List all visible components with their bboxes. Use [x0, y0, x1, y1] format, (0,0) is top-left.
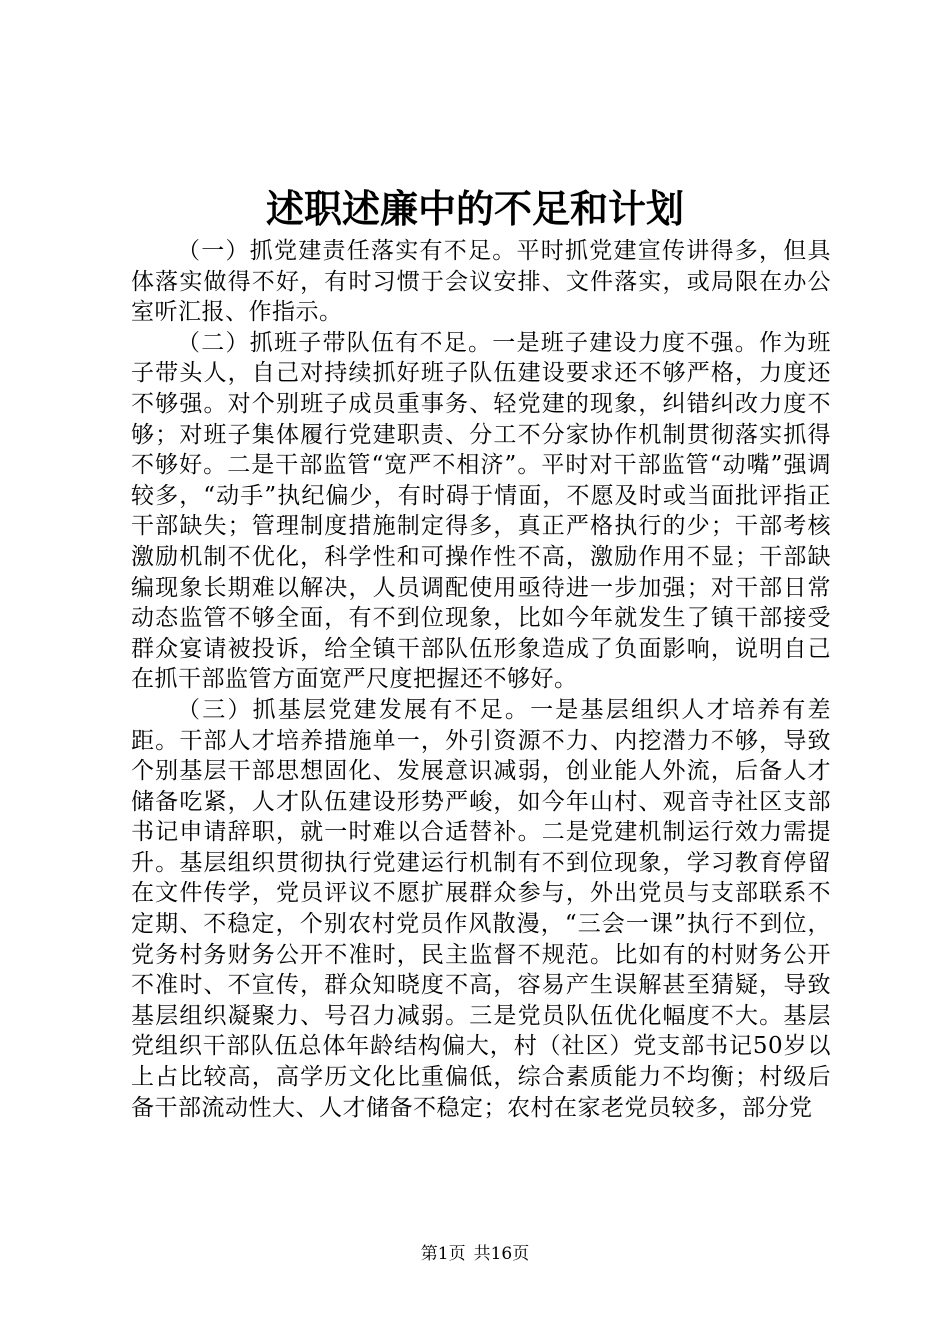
page-number: 第1页 — [420, 1244, 466, 1264]
page-footer — [0, 1243, 950, 1265]
document-body — [131, 236, 831, 1123]
total-pages: 共16页 — [473, 1244, 530, 1264]
paragraph-2: （二）抓班子带队伍有不足。一是班子建设力度不强。作为班子带头人，自己对持续抓好班子队伍建设要求还不够严格，力度还不够强。对个别班子成员重事务、轻党建的现象，纠错纠改力度不够；对班子集体履行党建职责、分工不分家协作机制贯彻落实抓得不够好。二是干部监管“宽严不相济”。平时对干部监管“动嘴”强调较多，“动手”执纪偏少，有时碍于情面，不愿及时或当面批评指正干部缺失；管理制度措施制定得多，真正严格执行的少；干部考核激励机制不优化，科学性和可操作性不高，激励作用不显；干部缺编现象长期难以解决，人员调配使用亟待进一步加强；对干部日常动态监管不够全面，有不到位现象，比如今年就发生了镇干部接受群众宴请被投诉，给全镇干部队伍形象造成了负面影响，说明自己在抓干部监管方面宽严尺度把握还不够好。 — [131, 329, 831, 693]
document-title: 述职述廉中的不足和计划 — [265, 186, 684, 231]
paragraph-1: （一）抓党建责任落实有不足。平时抓党建宣传讲得多，但具体落实做得不好，有时习惯于会议安排、文件落实，或局限在办公室听汇报、作指示。 — [131, 238, 831, 326]
paragraph-3: （三）抓基层党建发展有不足。一是基层组织人才培养有差距。干部人才培养措施单一，外引资源不力、内挖潜力不够，导致个别基层干部思想固化、发展意识减弱，创业能人外流，后备人才储备吃紧，人才队伍建设形势严峻，如今年山村、观音寺社区支部书记申请辞职，就一时难以合适替补。二是党建机制运行效力需提升。基层组织贯彻执行党建运行机制有不到位现象，学习教育停留在文件传学，党员评议不愿扩展群众参与，外出党员与支部联系不定期、不稳定，个别农村党员作风散漫，“三会一课”执行不到位，党务村务财务公开不准时，民主监督不规范。比如有的村财务公开不准时、不宣传，群众知晓度不高，容易产生误解甚至猜疑，导致基层组织凝聚力、号召力减弱。三是党员队伍优化幅度不大。基层党组织干部队伍总体年龄结构偏大，村（社区）党支部书记50岁以上占比较高，高学历文化比重偏低，综合素质能力不均衡；村级后备干部流动性大、人才储备不稳定；农村在家老党员较多，部分党 — [131, 696, 831, 1121]
